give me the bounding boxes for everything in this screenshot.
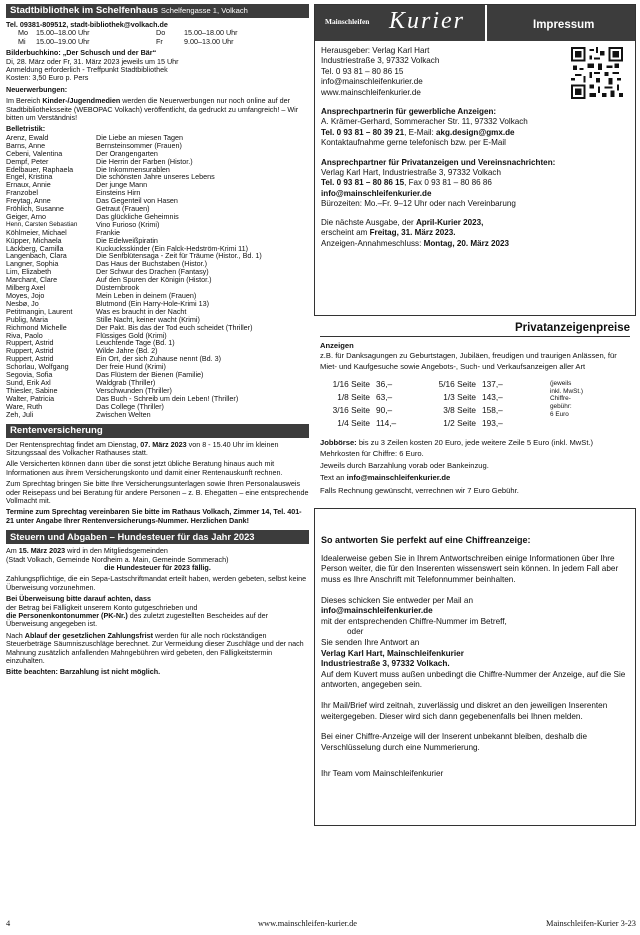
book-author: Riva, Paolo (6, 330, 43, 340)
ads-subtitle: Anzeigen (320, 341, 354, 350)
event-line: Anmeldung erforderlich - Treffpunkt Stadtbibliothek (6, 65, 168, 75)
book-author: Walter, Patricia (6, 393, 55, 403)
ads-email[interactable]: info@mainschleifenkurier.de (346, 473, 451, 483)
book-title: Das Gegenteil von Hasen (96, 196, 178, 206)
book-author: Ernaux, Annie (6, 180, 51, 190)
private-ads-prices-title: Privatanzeigenpreise (514, 322, 630, 334)
book-title: Einsteins Hirn (96, 188, 141, 198)
price-amount: 137,– (482, 379, 503, 390)
tax-due: die Hundesteuer für 2023 fällig. (104, 562, 211, 572)
new-acquisitions-title: Neuerwerbungen: (6, 84, 68, 94)
footer-url[interactable]: www.mainschleifen-kurier.de (258, 919, 357, 928)
chiffre-line: Dieses schicken Sie entweder per Mail an (321, 595, 473, 605)
chiffre-line: Auf dem Kuvert muss außen unbedingt die Chiffre-Nummer der Anzeige, auf die Sie antworten, angegeben sein. (321, 669, 626, 690)
book-author: Zeh, Juli (6, 409, 34, 419)
book-author: Läckberg, Camilla (6, 243, 64, 253)
chiffre-address: Industriestraße 3, 97332 Volkach. (321, 659, 450, 669)
book-title: Die Liebe an miesen Tagen (96, 132, 183, 142)
book-author: Ruppert, Astrid (6, 346, 54, 356)
library-header (6, 4, 309, 18)
price-table (320, 378, 516, 430)
kurier-logo (315, 5, 485, 41)
book-author: Thiesler, Sabine (6, 385, 58, 395)
impressum-body (315, 41, 635, 249)
price-amount: 114,– (376, 418, 397, 429)
tax-p5: Bitte beachten: Barzahlung ist nicht möglich. (6, 667, 161, 677)
tax-header (6, 530, 309, 544)
library-title: Stadtbibliothek im Schelfenhaus (10, 5, 159, 16)
book-author: Geiger, Arno (6, 211, 46, 221)
book-title: Flüssiges Gold (Krimi) (96, 330, 167, 340)
tax-p2: Zahlungspflichtige, die ein Sepa-Lastschriftmandat erteilt haben, werden gebeten, selbst keine Überweisung vorzunehmen. (6, 574, 307, 592)
book-title: Der junge Mann (96, 180, 148, 190)
book-author: Ware, Ruth (6, 401, 43, 411)
chiffre-p4: Bei einer Chiffre-Anzeige will der Inserent unbekannt bleiben, deshalb die Verschlüsselung durch eine Nummerierung. (321, 732, 588, 752)
book-author: Franzobel (6, 188, 38, 198)
chiffre-box (314, 508, 636, 826)
publisher-line: Tel. 0 93 81 – 80 86 15 (321, 66, 404, 76)
price-amount: 143,– (482, 392, 503, 403)
book-author: Milberg Axel (6, 283, 46, 293)
next-issue: Die nächste Ausgabe, der April-Kurier 2023, (321, 217, 484, 227)
masthead (315, 5, 635, 41)
chiffre-email[interactable]: info@mainschleifenkurier.de (321, 606, 433, 616)
book-title: Vino Furioso (Krimi) (96, 219, 160, 229)
book-author: Nesbø, Jo (6, 298, 39, 308)
hours-time: 15.00–18.00 Uhr (36, 28, 90, 38)
book-author: Langner, Sophia (6, 259, 59, 269)
book-title: Die Edelweißpiratin (96, 235, 158, 245)
book-title: Die schönsten Jahre unseres Lebens (96, 172, 215, 182)
book-author: Schorlau, Wolfgang (6, 362, 69, 372)
price-size: 5/16 Seite (438, 379, 476, 390)
hours-day: Mi (18, 36, 26, 46)
qr-code-icon (571, 47, 623, 99)
private-line: Verlag Karl Hart, Industriestraße 3, 97332 Volkach (321, 168, 501, 178)
private-contact-title: Ansprechpartner für Privatanzeigen und Vereinsnachrichten: (321, 157, 556, 167)
hours-day: Mo (18, 28, 28, 38)
book-title: Der Pakt. Bis das der Tod euch scheidet (Thriller) (96, 322, 253, 332)
right-column (314, 4, 636, 916)
book-title: Zwischen Welten (96, 409, 151, 419)
book-author: Petitmangin, Laurent (6, 306, 73, 316)
book-author: Küpper, Michaela (6, 235, 62, 245)
book-title: Mein Leben in deinem (Frauen) (96, 291, 197, 300)
ad-deadline: Anzeigen-Annahmeschluss: Montag, 20. März 2023 (321, 238, 510, 248)
book-title: Was es braucht in der Nacht (96, 306, 187, 316)
book-author: Freytag, Anne (6, 196, 51, 206)
book-author: Cebeni, Valentina (6, 148, 63, 158)
book-title: Das College (Thriller) (96, 401, 164, 411)
payment-note: Jeweils durch Barzahlung vorab oder Bankeinzug. (320, 461, 489, 471)
library-hours (18, 29, 238, 46)
tax-p3-line: der Betrag bei Fälligkeit unserem Konto gutgeschrieben und (6, 602, 198, 612)
pension-title: Rentenversicherung (10, 424, 103, 436)
fiction-title: Belletristik: (6, 124, 46, 134)
book-title: Das Flüstern der Bienen (Familie) (96, 370, 204, 380)
impressum-title: Impressum (485, 5, 635, 41)
book-title: Frankie (96, 227, 120, 237)
pension-header (6, 424, 309, 438)
price-note: (jeweils inkl. MwSt.) Chiffre- gebühr: 6 Euro (550, 380, 584, 418)
price-row (320, 404, 516, 417)
book-title: Blutmond (Ein Harry-Hole-Krimi 13) (96, 298, 210, 308)
book-list (6, 134, 262, 419)
chiffre-line: Sie senden Ihre Antwort an (321, 638, 420, 647)
commercial-line: Kontaktaufnahme gerne telefonisch bzw. per E-Mail (321, 138, 506, 148)
hours-day: Fr (156, 36, 163, 46)
price-size: 3/16 Seite (332, 405, 370, 416)
chiffre-address: Verlag Karl Hart, Mainschleifenkurier (321, 648, 464, 658)
price-row (320, 378, 516, 391)
book-author: Fröhlich, Susanne (6, 204, 64, 214)
book-title: Waldgrab (Thriller) (96, 377, 156, 387)
book-title: Stille Nacht, keiner wacht (Krimi) (96, 314, 200, 324)
tax-municipalities: (Stadt Volkach, Gemeinde Nordheim a. Main, Gemeinde Sommerach) (6, 554, 229, 564)
logo-small-text: Mainschleifen (325, 17, 370, 26)
private-email[interactable]: info@mainschleifenkurier.de (321, 188, 432, 198)
footer-issue: Mainschleifen-Kurier 3-23 (546, 919, 636, 928)
hours-time: 15.00–19.00 Uhr (36, 36, 90, 46)
book-title: Ein Ort, der sich Zuhause nennt (Bd. 3) (96, 354, 222, 364)
book-author: Sund, Erik Axl (6, 377, 51, 387)
commercial-line: A. Krämer-Gerhard, Sommeracher Str. 11, 97332 Volkach (321, 117, 528, 127)
book-author: Dempf, Peter (6, 156, 49, 166)
commercial-email[interactable]: akg.design@gmx.de (436, 127, 515, 137)
book-author: Publig, Maria (6, 314, 48, 324)
book-author: Köhlmeier, Michael (6, 227, 67, 237)
book-author: Moyes, Jojo (6, 291, 45, 300)
price-amount: 90,– (376, 405, 393, 416)
book-author: Ruppert, Astrid (6, 338, 54, 348)
next-issue-date: erscheint am Freitag, 31. März 2023. (321, 228, 456, 238)
pension-p4: Termine zum Sprechtag vereinbaren Sie bitte im Rathaus Volkach, Zimmer 14, Tel. 401-21 unter Angabe Ihrer Rentenversicherungs-Nummer. Herzlichen Dank! (6, 507, 302, 525)
ads-description: z.B. für Danksagungen zu Geburtstagen, Jubiläen, freudigen und traurigen Anlässen, für Miet- und Kaufgesuche sowie Angebots-, Such- und Verkaufsanzeigen aller Art (320, 351, 617, 371)
invoice-note: Falls Rechnung gewünscht, verrechnen wir 7 Euro Gebühr. (320, 485, 519, 495)
chiffre-signoff: Ihr Team vom Mainschleifenkurier (321, 769, 444, 779)
pension-p1: Der Rentensprechtag findet am Dienstag, 07. März 2023 von 8 - 15.40 Uhr im kleinen Sitzungssaal des Volkacher Rathauses statt. (6, 439, 279, 457)
book-author: Lim, Elizabeth (6, 267, 52, 277)
chiffre-p3: Ihr Mail/Brief wird zeitnah, zuverlässig und diskret an den jeweiligen Inserenten weitergegeben. Dieser wird sich dann gegebenenfalls bei Ihnen melden. (321, 700, 608, 721)
book-title: Die Senfblütensaga - Zeit für Träume (Histor., Bd. 1) (96, 251, 262, 261)
left-column (6, 4, 309, 916)
book-title: Die Inkommensurablen (96, 164, 170, 174)
hours-day: Do (156, 28, 166, 38)
book-title: Getraut (Frauen) (96, 204, 150, 214)
book-title: Der Schwur des Drachen (Fantasy) (96, 267, 209, 277)
book-author: Henn, Carsten Sebastian (6, 220, 78, 228)
book-author: Barns, Anne (6, 140, 46, 150)
page-footer (6, 919, 636, 933)
page-number: 4 (6, 919, 11, 928)
event-title: Bilderbuchkino: „Der Schusch und der Bär“ (6, 48, 157, 58)
book-row (6, 411, 262, 419)
book-title: Die Herrin der Farben (Histor.) (96, 156, 193, 166)
chiffre-or: oder (347, 627, 364, 637)
publisher-website[interactable]: www.mainschleifenkurier.de (321, 87, 421, 97)
book-title: Das Haus der Buchstaben (Histor.) (96, 259, 208, 269)
book-author: Engel, Kristina (6, 172, 53, 182)
private-phone-fax: Tel. 0 93 81 – 80 86 15, Fax 0 93 81 – 80 86 86 (321, 178, 492, 188)
book-title: Verschwunden (Thriller) (96, 385, 172, 395)
price-amount: 36,– (376, 379, 393, 390)
price-row (320, 417, 516, 430)
private-ads-section (314, 337, 636, 496)
pension-p3: Zum Sprechtag bringen Sie bitte Ihre Versicherungsunterlagen sowie Ihren Personalausweis oder Reisepass und bei Beratung für andere Personen – z. B. Ehegatten – eine entsprechende Vollmacht mit. (6, 479, 309, 505)
book-author: Langenbach, Clara (6, 251, 67, 261)
price-size: 1/2 Seite (443, 418, 476, 429)
book-author: Marchant, Clare (6, 275, 58, 285)
event-line: Di, 28. März oder Fr, 31. März 2023 jeweils um 15 Uhr (6, 56, 179, 66)
tax-title: Steuern und Abgaben – Hundesteuer für das Jahr 2023 (10, 531, 255, 543)
price-row (320, 391, 516, 404)
price-table-wrap (320, 378, 630, 434)
tax-p3-title: Bei Überweisung bitte darauf achten, dass (6, 594, 151, 604)
book-title: Düsternbrook (96, 283, 140, 293)
chiffre-line: mit der entsprechenden Chiffre-Nummer im Betreff, (321, 616, 507, 626)
book-title: Auf den Spuren der Königin (Histor.) (96, 275, 212, 285)
library-contact: Tel. 09381-809512, stadt-bibliothek@volkach.de (6, 20, 168, 29)
price-amount: 193,– (482, 418, 503, 429)
book-title: Der Orangengarten (96, 148, 158, 158)
book-title: Das Buch - Schreib um dein Leben! (Thriller) (96, 393, 239, 403)
book-title: Bernsteinsommer (Frauen) (96, 140, 182, 150)
price-size: 1/3 Seite (443, 392, 476, 403)
publisher-line: Herausgeber: Verlag Karl Hart (321, 46, 430, 55)
book-title: Wilde Jahre (Bd. 2) (96, 346, 158, 356)
commercial-contact: Tel. 0 93 81 – 80 39 21, E-Mail: akg.design@gmx.de (321, 127, 515, 137)
tax-p1: Am 15. März 2023 wird in den Mitgliedsgemeinden (6, 546, 168, 556)
price-size: 1/8 Seite (337, 392, 370, 403)
office-hours: Bürozeiten: Mo.–Fr. 9–12 Uhr oder nach Vereinbarung (321, 199, 516, 209)
library-address: Schelfengasse 1, Volkach (160, 6, 248, 15)
book-author: Ruppert, Astrid (6, 354, 54, 364)
book-title: Das glückliche Geheimnis (96, 211, 179, 221)
text-to: Text an info@mainschleifenkurier.de (320, 473, 451, 483)
price-size: 1/16 Seite (332, 379, 370, 390)
publisher-email[interactable]: info@mainschleifenkurier.de (321, 77, 423, 87)
hours-time: 9.00–13.00 Uhr (184, 36, 234, 46)
pension-p2: Alle Versicherten können dann über die sonst jetzt übliche Beratung hinaus auch mit Informationen aus ihrem Versicherungskonto und damit einer Rentenauskunft rechnen. (6, 459, 283, 477)
commercial-title: Ansprechpartnerin für gewerbliche Anzeigen: (321, 107, 497, 117)
book-title: Der freie Hund (Krimi) (96, 362, 166, 372)
book-author: Arenz, Ewald (6, 132, 49, 142)
event-line: Kosten: 3,50 Euro p. Pers (6, 73, 89, 83)
price-size: 1/4 Seite (337, 418, 370, 429)
new-acquisitions-intro: Im Bereich Kinder-/Jugendmedien werden die Neuerwerbungen nur noch online auf der Stadtbibliotheksseite (WEBOPAC Volkach) veröffentlicht, da gedruckt zu umfangreich! – Wir bitten um Verständnis! (6, 96, 299, 123)
chiffre-p1: Idealerweise geben Sie in Ihrem Antwortschreiben einige Informationen über Ihre Person weiter, die für den Inserenten wissenswert sein können. In jedem Fall aber muss es Ihre Anschrift mit Telefonnummer beinhalten. (321, 553, 619, 585)
logo-big-text: Kurier (389, 8, 466, 34)
book-author: Segovia, Sofia (6, 370, 53, 380)
job-board: Jobbörse: bis zu 3 Zeilen kosten 20 Euro, jede weitere Zeile 5 Euro (inkl. MwSt.) Mehrkosten für Chiffre: 6 Euro. (320, 438, 594, 458)
publisher-line: Industriestraße 3, 97332 Volkach (321, 56, 440, 66)
book-author: Edelbauer, Raphaela (6, 164, 74, 174)
price-size: 3/8 Seite (443, 405, 476, 416)
chiffre-title: So antworten Sie perfekt auf eine Chiffreanzeige: (321, 535, 531, 546)
tax-p4: Nach Ablauf der gesetzlichen Zahlungsfrist werden für alle noch rückständigen Steuerbeträge Säumniszuschläge berechnet. Zur Vermeidung dieser Zuschläge und der nach Mahnung zusätzlich anfallenden Mahngebühren wird gebeten, den Fälligkeitstermin einzuhalten. (6, 630, 304, 666)
book-author: Richmond Michelle (6, 322, 67, 332)
tax-p3-line: die Personenkontonummer (PK-Nr.) des zuletzt zugestellten Bescheides auf der Überweisung angegeben ist. (6, 611, 269, 629)
book-title: Kuckucksskinder (Ein Falck-Hedström-Krimi 11) (96, 243, 249, 253)
hours-time: 15.00–18.00 Uhr (184, 28, 238, 38)
book-title: Leuchtende Tage (Bd. 1) (96, 338, 175, 348)
impressum-box (314, 4, 636, 316)
price-amount: 63,– (376, 392, 393, 403)
price-amount: 158,– (482, 405, 503, 416)
